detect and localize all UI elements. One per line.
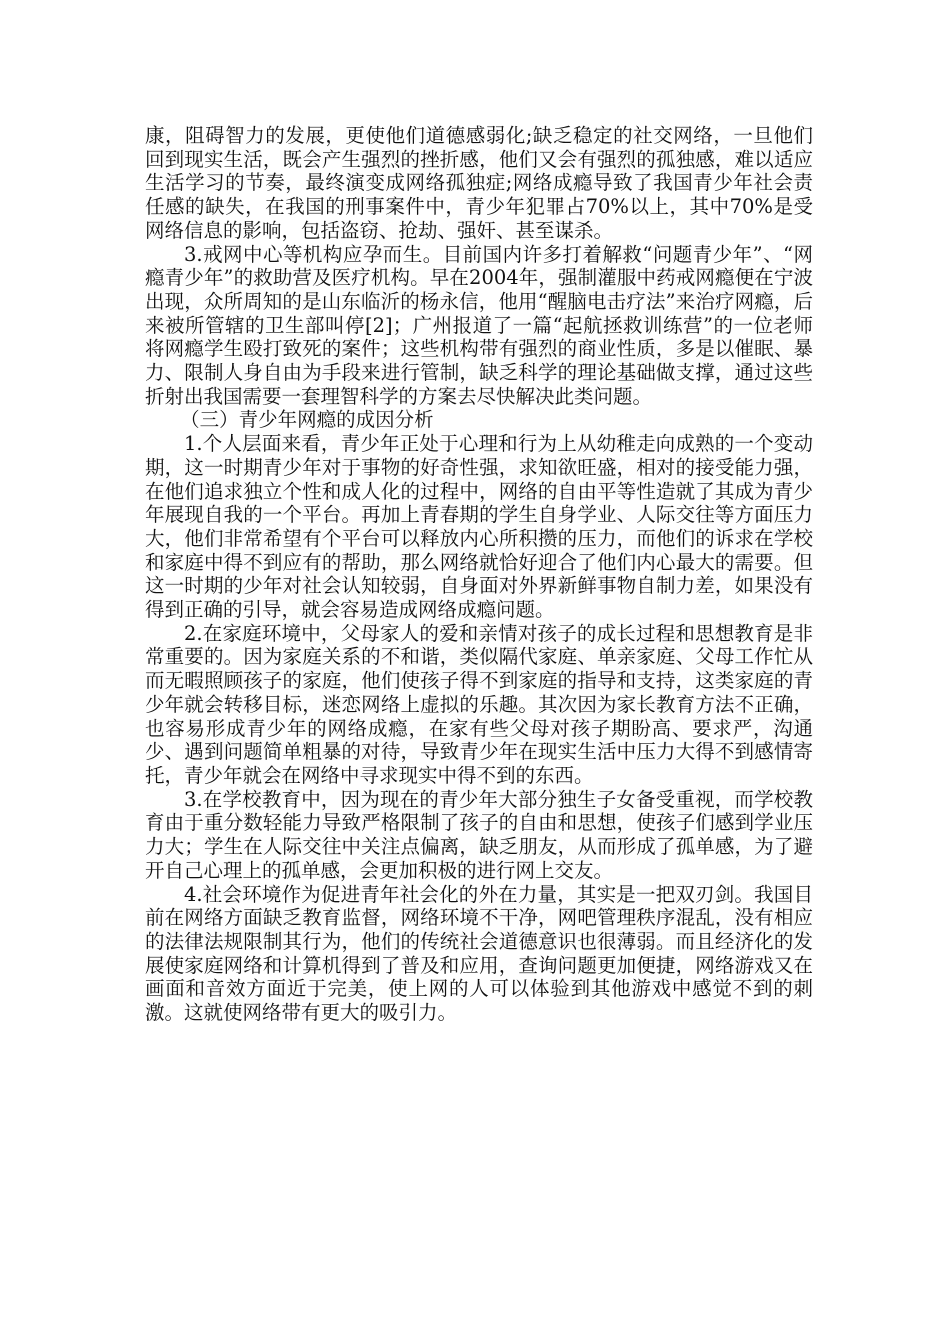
paragraph-school-education: 3.在学校教育中，因为现在的青少年大部分独生子女备受重视，而学校教育由于重分数轻能力导致严格限制了孩子的自由和思想，使孩子们感到学业压力大；学生在人际交往中关注点偏离，缺乏朋友，从而形成了孤单感，为了避开自己心理上的孤单感，会更加积极的进行网上交友。 (145, 787, 813, 882)
paragraph-social-environment: 4.社会环境作为促进青年社会化的外在力量，其实是一把双刃剑。我国目前在网络方面缺乏教育监督，网络环境不干净，网吧管理秩序混乱，没有相应的法律法规限制其行为，他们的传统社会道德意识也很薄弱。而且经济化的发展使家庭网络和计算机得到了普及和应用，查询问题更加便捷，网络游戏又在画面和音效方面近于完美，使上网的人可以体验到其他游戏中感觉不到的刺激。这就使网络带有更大的吸引力。 (145, 882, 813, 1025)
paragraph-individual-level: 1.个人层面来看，青少年正处于心理和行为上从幼稚走向成熟的一个变动期，这一时期青少年对于事物的好奇性强，求知欲旺盛，相对的接受能力强，在他们追求独立个性和成人化的过程中，网络的自由平等性造就了其成为青少年展现自我的一个平台。再加上青春期的学生自身学业、人际交往等方面压力大，他们非常希望有个平台可以释放内心所积攒的压力，而他们的诉求在学校和家庭中得不到应有的帮助，那么网络就恰好迎合了他们内心最大的需要。但这一时期的少年对社会认知较弱，自身面对外界新鲜事物自制力差，如果没有得到正确的引导，就会容易造成网络成瘾问题。 (145, 432, 813, 622)
paragraph-continuation: 康，阻碍智力的发展，更使他们道德感弱化;缺乏稳定的社交网络，一旦他们回到现实生活，既会产生强烈的挫折感，他们又会有强烈的孤独感，难以适应生活学习的节奏，最终演变成网络孤独症;网络成瘾导致了我国青少年社会责任感的缺失，在我国的刑事案件中，青少年犯罪占70%以上，其中70%是受网络信息的影响，包括盗窃、抢劫、强奸、甚至谋杀。 (145, 124, 813, 242)
paragraph-family-environment: 2.在家庭环境中，父母家人的爱和亲情对孩子的成长过程和思想教育是非常重要的。因为家庭关系的不和谐，类似隔代家庭、单亲家庭、父母工作忙从而无暇照顾孩子的家庭，他们使孩子得不到家庭的指导和支持，这类家庭的青少年就会转移目标，迷恋网络上虚拟的乐趣。其次因为家长教育方法不正确，也容易形成青少年的网络成瘾，在家有些父母对孩子期盼高、要求严，沟通少、遇到问题简单粗暴的对待，导致青少年在现实生活中压力大得不到感情寄托，青少年就会在网络中寻求现实中得不到的东西。 (145, 621, 813, 787)
paragraph-rehab-centers: 3.戒网中心等机构应孕而生。目前国内许多打着解救“问题青少年”、“网瘾青少年”的救助营及医疗机构。早在2004年，强制灌服中药戒网瘾便在宁波出现，众所周知的是山东临沂的杨永信，他用“醒脑电击疗法”来治疗网瘾，后来被所管辖的卫生部叫停[2]；广州报道了一篇“起航拯救训练营”的一位老师将网瘾学生殴打致死的案件；这些机构带有强烈的商业性质，多是以催眠、暴力、限制人身自由为手段来进行管制，缺乏科学的理论基础做支撑，通过这些折射出我国需要一套理智科学的方案去尽快解决此类问题。 (145, 242, 813, 408)
section-heading-causes: （三）青少年网瘾的成因分析 (180, 408, 434, 432)
document-body (145, 124, 813, 1025)
